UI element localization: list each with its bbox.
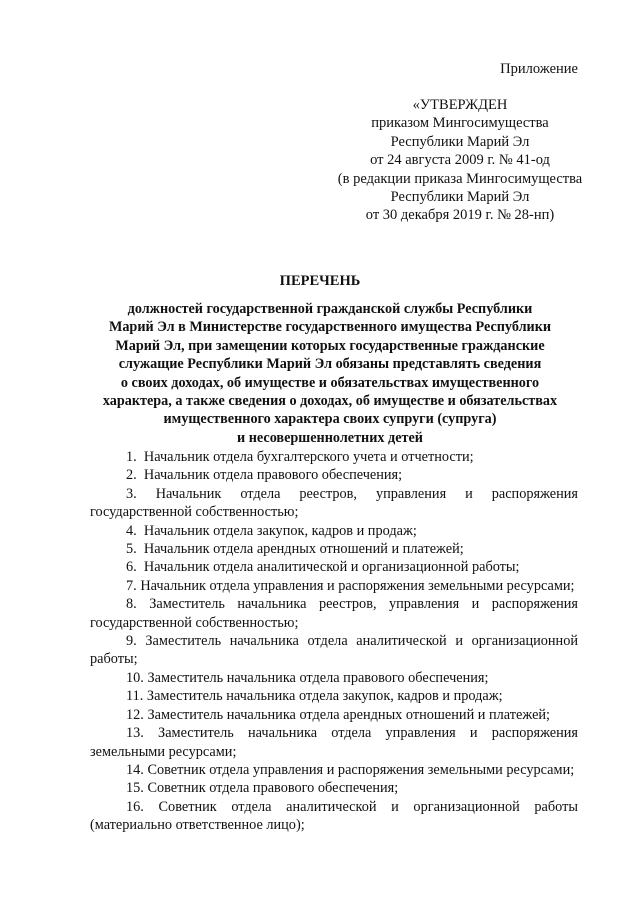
subtitle-line: характера, а также сведения о доходах, об имуществе и обязательствах	[102, 393, 558, 410]
item-text: Начальник отдела правового обеспечения;	[143, 467, 403, 484]
item-number: 6.	[126, 559, 137, 576]
list-item	[90, 577, 578, 595]
item-text: Заместитель начальника реестров, управления и распоряжения государственной собственностью;	[90, 596, 579, 631]
approval-line: «УТВЕРЖДЕН	[412, 97, 508, 113]
item-number: 14.	[126, 761, 144, 778]
list-item	[90, 466, 578, 484]
item-number: 16.	[126, 798, 144, 815]
list-item	[90, 540, 578, 558]
item-text: Начальник отдела аналитической и организационной работы;	[143, 559, 520, 576]
approval-stamp	[310, 96, 610, 225]
subtitle-line: должностей государственной гражданской службы Республики	[127, 301, 533, 317]
item-number: 10.	[126, 669, 144, 686]
item-number: 3.	[126, 485, 137, 502]
list-item	[90, 798, 578, 835]
list-item	[90, 706, 578, 724]
item-number: 2.	[126, 467, 137, 484]
item-number: 7.	[126, 577, 137, 594]
item-number: 12.	[126, 706, 144, 723]
item-text: Начальник отдела бухгалтерского учета и отчетности;	[143, 449, 474, 465]
item-text: Заместитель начальника отдела аналитической и организационной работы;	[90, 633, 579, 668]
subtitle-line: служащие Республики Марий Эл обязаны представлять сведения	[118, 356, 542, 373]
subtitle-line: Марий Эл, при замещении которых государственные гражданские	[115, 337, 545, 354]
item-text: Начальник отдела закупок, кадров и продаж;	[143, 522, 417, 539]
list-item	[90, 687, 578, 705]
item-text: Начальник отдела арендных отношений и платежей;	[143, 541, 464, 558]
approval-line: Республики Марий Эл	[390, 189, 530, 206]
list-item	[90, 761, 578, 779]
subtitle-line: о своих доходах, об имуществе и обязательствах имущественного	[120, 374, 540, 391]
approval-line: приказом Мингосимущества	[371, 115, 549, 132]
appendix-label: Приложение	[500, 61, 578, 77]
list-item	[90, 632, 578, 669]
list-item	[90, 522, 578, 540]
item-text: Заместитель начальника отдела закупок, кадров и продаж;	[146, 688, 503, 705]
document-subtitle	[40, 300, 620, 447]
item-text: Заместитель начальника отдела правового обеспечения;	[147, 669, 489, 686]
approval-line: Республики Марий Эл	[390, 133, 530, 150]
list-item	[90, 485, 578, 522]
subtitle-line: имущественного характера своих супруги (супруга)	[163, 411, 497, 428]
item-number: 8.	[126, 596, 137, 613]
item-text: Советник отдела правового обеспечения;	[147, 780, 399, 797]
item-number: 11.	[126, 688, 144, 705]
item-number: 13.	[126, 725, 144, 742]
approval-line: (в редакции приказа Мингосимущества	[337, 170, 583, 187]
document-title: ПЕРЕЧЕНЬ	[279, 273, 361, 289]
subtitle-line: и несовершеннолетних детей	[237, 429, 423, 446]
list-item	[90, 779, 578, 797]
approval-line: от 30 декабря 2019 г. № 28-нп)	[365, 207, 555, 224]
item-number: 1.	[126, 449, 137, 465]
item-number: 5.	[126, 541, 137, 558]
item-text: Начальник отдела реестров, управления и распоряжения государственной собственностью;	[90, 485, 578, 521]
approval-line: от 24 августа 2009 г. № 41-од	[370, 152, 550, 169]
list-item	[90, 669, 578, 687]
positions-list	[90, 448, 578, 835]
list-item	[90, 448, 578, 466]
item-number: 4.	[126, 522, 137, 539]
list-item	[90, 558, 578, 576]
item-text: Советник отдела управления и распоряжения земельными ресурсами;	[147, 761, 575, 778]
item-text: Советник отдела аналитической и организационной работы (материально ответственное лицо);	[90, 798, 578, 834]
subtitle-line: Марий Эл в Министерстве государственного имущества Республики	[108, 319, 552, 336]
item-text: Начальник отдела управления и распоряжения земельными ресурсами;	[140, 577, 575, 594]
item-number: 15.	[126, 780, 144, 797]
item-text: Заместитель начальника отдела арендных отношений и платежей;	[147, 706, 551, 723]
item-number: 9.	[126, 633, 137, 650]
list-item	[90, 595, 578, 632]
item-text: Заместитель начальника отдела управления и распоряжения земельными ресурсами;	[90, 725, 579, 760]
list-item	[90, 724, 578, 761]
